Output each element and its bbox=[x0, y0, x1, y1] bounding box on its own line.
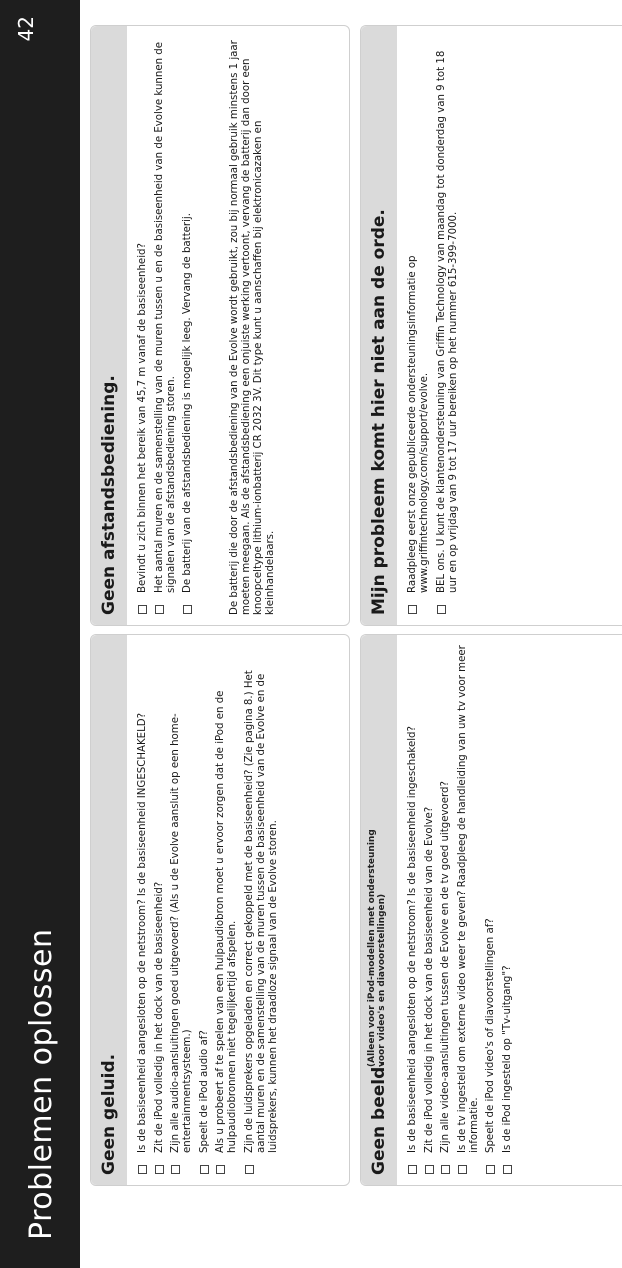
checklist bbox=[137, 34, 199, 615]
item-text: Is de tv ingesteld om externe video weer te geven? Raadpleeg de handleiding van uw tv voor meer informatie. bbox=[456, 645, 480, 1153]
page-title: Problemen oplossen bbox=[24, 928, 59, 1240]
checkbox[interactable] bbox=[408, 605, 417, 614]
subtitle-line: (Alleen voor iPod-modellen met ondersteuning bbox=[367, 829, 377, 1067]
panel-header bbox=[91, 635, 127, 1185]
checklist bbox=[407, 34, 464, 615]
checkbox[interactable] bbox=[183, 605, 192, 614]
panel-mijn-probleem bbox=[360, 25, 622, 626]
item-text: Is de iPod ingesteld op "Tv-uitgang"? bbox=[501, 965, 513, 1153]
item-text: Speelt de iPod audio af? bbox=[198, 1030, 210, 1153]
item-text: Zit de iPod volledig in het dock van de basiseenheid van de Evolve? bbox=[423, 806, 435, 1153]
item-text: BEL ons. U kunt de klantenondersteuning van Griffin Technology van maandag tot donderdag van 9 tot 18 uur en op vrijdag van 9 tot 17 uur bereiken op het nummer 615-399-7000. bbox=[435, 50, 459, 593]
panel-title: Geen beeld. bbox=[369, 1060, 389, 1175]
checkbox[interactable] bbox=[408, 1165, 417, 1174]
checkbox[interactable] bbox=[458, 1165, 467, 1174]
checklist-item bbox=[154, 34, 178, 615]
checkbox[interactable] bbox=[155, 605, 164, 614]
checkbox[interactable] bbox=[171, 1165, 180, 1174]
checklist-item bbox=[407, 643, 419, 1175]
item-text: Het aantal muren en de samenstelling van de muren tussen u en de basiseenheid van de Evolve kunnen de signalen van de afstandsbediening storen. bbox=[153, 41, 177, 593]
item-text: Zijn alle audio-aansluitingen goed uitgevoerd? (Als u de Evolve aansluit op een home-entertainmentsysteem.) bbox=[170, 713, 193, 1153]
checklist-item bbox=[244, 643, 280, 1175]
checklist-item bbox=[502, 643, 514, 1175]
battery-paragraph: De batterij die door de afstandsbediening van de Evolve wordt gebruikt, zou bij normaal gebruik minstens 1 jaar moeten meegaan. Als de afstandsbediening een onjuiste werking vertoont, vervang de batterij dan door een knoopceltype lithium-ionbatterij CR 2032 3V. Dit type kunt u aanschaffen bij elektronicazaken en kleinhandelaars. bbox=[229, 40, 276, 615]
item-text: Speelt de iPod video's of diavoorstellingen af? bbox=[485, 918, 496, 1153]
checklist bbox=[137, 643, 284, 1175]
panel-subtitle bbox=[367, 829, 387, 1067]
item-text: Raadpleeg eerst onze gepubliceerde ondersteuningsinformatie op www.griffintechnology.com/support/evolve. bbox=[407, 255, 430, 593]
checklist-item bbox=[137, 643, 149, 1175]
checklist-item bbox=[137, 34, 149, 615]
checklist-item bbox=[436, 34, 460, 615]
checklist-item bbox=[215, 643, 239, 1175]
checklist-item bbox=[424, 643, 436, 1175]
page-number: 42 bbox=[14, 16, 38, 42]
checkbox[interactable] bbox=[486, 1165, 495, 1174]
item-text: De batterij van de afstandsbediening is mogelijk leeg. Vervang de batterij. bbox=[182, 213, 193, 593]
panel-title: Geen geluid. bbox=[99, 1053, 119, 1175]
checkbox[interactable] bbox=[216, 1165, 225, 1174]
checklist-item bbox=[199, 643, 211, 1175]
checkbox[interactable] bbox=[441, 1165, 450, 1174]
panel-header bbox=[361, 26, 397, 625]
checkbox[interactable] bbox=[138, 1165, 147, 1174]
checkbox[interactable] bbox=[200, 1165, 209, 1174]
panel-title: Mijn probleem komt hier niet aan de orde. bbox=[369, 209, 389, 615]
checklist-item bbox=[154, 643, 166, 1175]
page-header bbox=[0, 0, 80, 1268]
subtitle-line: voor video's en diavoorstellingen) bbox=[377, 893, 387, 1067]
checklist-item bbox=[182, 34, 194, 615]
panel-header bbox=[91, 26, 127, 625]
item-text: Is de basiseenheid aangesloten op de netstroom? Is de basiseenheid INGESCHAKELD? bbox=[137, 712, 148, 1153]
checklist-item bbox=[485, 643, 497, 1175]
item-text: Als u probeert af te spelen van een hulpaudiobron moet u ervoor zorgen dat de iPod en de hulpaudiobronnen niet tegelijkertijd afspelen. bbox=[215, 690, 238, 1153]
item-text: Zijn de luidsprekers opgeladen en correct gekoppeld met de basiseenheid? (Zie pagina 8.) Het aantal muren en de samenstelling van de muren tussen de basiseenheid van de Evolve en de luidsprekers, kunnen het draadloze signaal van de Evolve storen. bbox=[243, 670, 279, 1153]
item-text: Zijn alle video-aansluitingen tussen de Evolve en de tv goed uitgevoerd? bbox=[440, 781, 451, 1153]
checkbox[interactable] bbox=[155, 1165, 164, 1174]
panel-geen-beeld bbox=[360, 634, 622, 1186]
checkbox[interactable] bbox=[437, 605, 446, 614]
panel-header bbox=[361, 635, 397, 1185]
checklist bbox=[407, 643, 518, 1175]
checkbox[interactable] bbox=[425, 1165, 434, 1174]
checkbox[interactable] bbox=[245, 1165, 254, 1174]
item-text: Zit de iPod volledig in het dock van de basiseenheid? bbox=[153, 881, 165, 1153]
item-text: Is de basiseenheid aangesloten op de netstroom? Is de basiseenheid ingeschakeld? bbox=[407, 726, 418, 1153]
checklist-item bbox=[440, 643, 452, 1175]
checkbox[interactable] bbox=[503, 1165, 512, 1174]
checkbox[interactable] bbox=[138, 605, 147, 614]
checklist-item bbox=[170, 643, 194, 1175]
checklist-item bbox=[457, 643, 481, 1175]
panel-geen-geluid bbox=[90, 634, 350, 1186]
checklist-item bbox=[407, 34, 431, 615]
item-text: Bevindt u zich binnen het bereik van 45,7 m vanaf de basiseenheid? bbox=[137, 243, 148, 593]
panel-geen-afstandsbediening bbox=[90, 25, 350, 626]
panel-title: Geen afstandsbediening. bbox=[99, 375, 119, 615]
